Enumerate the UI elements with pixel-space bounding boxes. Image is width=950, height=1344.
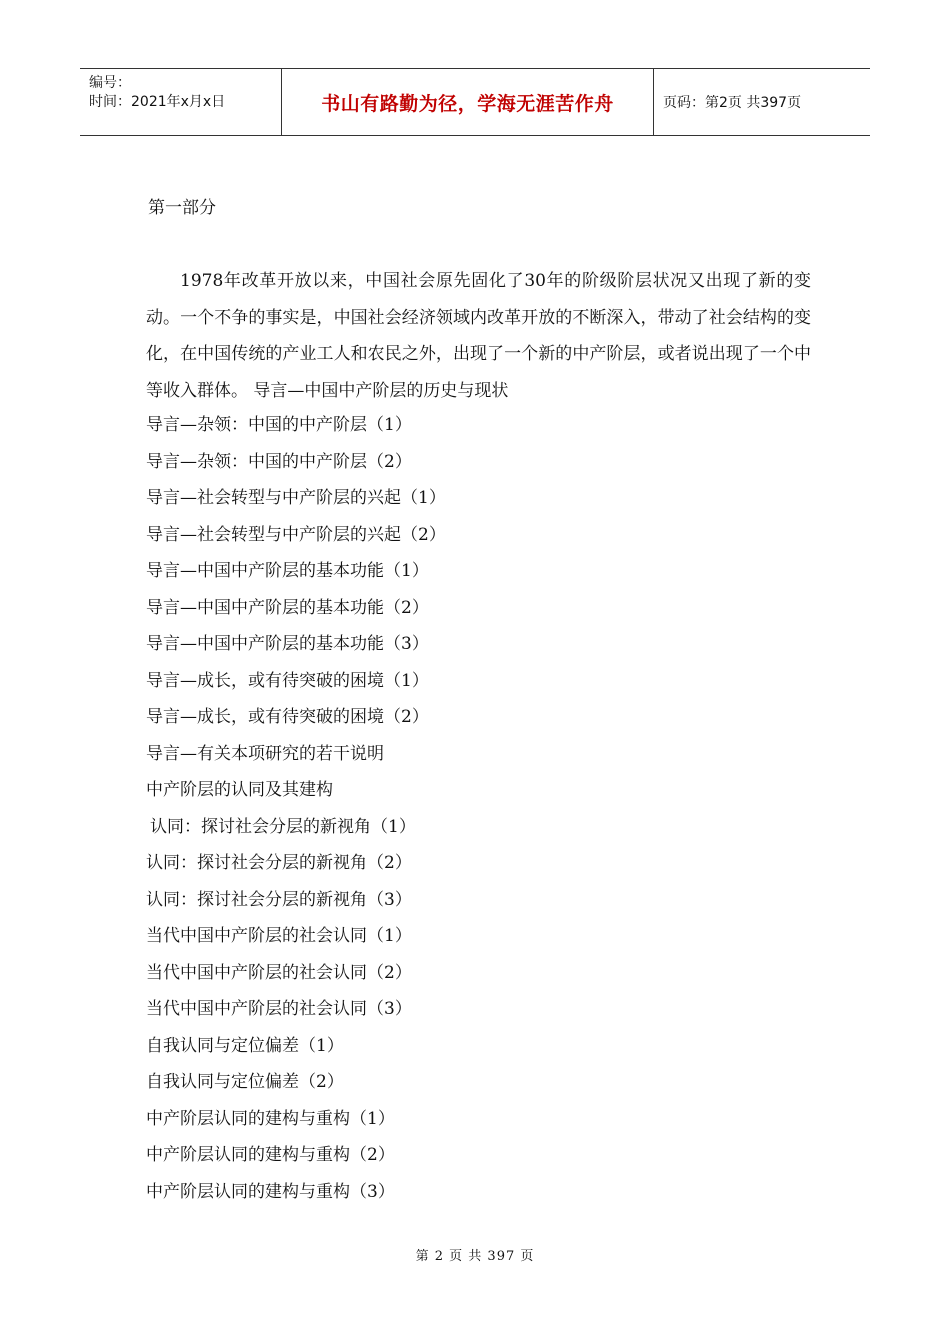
header-page-cell	[654, 69, 870, 135]
toc-item: 中产阶层认同的建构与重构（3）	[146, 1181, 395, 1202]
toc-item: 中产阶层认同的建构与重构（1）	[146, 1108, 395, 1129]
toc-item: 导言—中国中产阶层的基本功能（2）	[146, 597, 429, 618]
motto: 书山有路勤为径，学海无涯苦作舟	[321, 92, 614, 115]
section-title: 第一部分	[148, 198, 216, 218]
toc-item: 导言—社会转型与中产阶层的兴起（1）	[146, 488, 446, 508]
toc-item: 导言—成长，或有待突破的困境（2）	[146, 707, 429, 727]
toc-item: 认同：探讨社会分层的新视角（2）	[146, 853, 412, 873]
page-header	[80, 68, 870, 136]
toc-item: 自我认同与定位偏差（1）	[146, 1035, 344, 1056]
toc-item: 认同：探讨社会分层的新视角（3）	[146, 889, 412, 910]
toc-item: 导言—中国中产阶层的基本功能（3）	[146, 634, 429, 654]
header-motto-cell	[281, 69, 654, 135]
toc-item: 导言—杂领：中国的中产阶层（2）	[146, 451, 412, 472]
page-info: 页码：第2页 共397页	[663, 95, 802, 111]
toc-item: 导言—社会转型与中产阶层的兴起（2）	[146, 524, 446, 545]
intro-paragraph-block	[146, 263, 811, 409]
toc-item: 当代中国中产阶层的社会认同（1）	[146, 926, 412, 946]
time-label: 时间：2021年x月x日	[89, 94, 226, 110]
toc-item: 导言—成长，或有待突破的困境（1）	[146, 670, 429, 691]
toc-item: 当代中国中产阶层的社会认同（2）	[146, 962, 412, 983]
toc-item: 导言—中国中产阶层的基本功能（1）	[146, 561, 429, 581]
toc-item: 导言—杂领：中国的中产阶层（1）	[146, 415, 412, 435]
toc-item: 认同：探讨社会分层的新视角（1）	[150, 816, 416, 837]
toc-item: 导言—有关本项研究的若干说明	[146, 743, 384, 764]
toc-item: 自我认同与定位偏差（2）	[146, 1072, 344, 1092]
intro-paragraph: 1978年改革开放以来，中国社会原先固化了30年的阶级阶层状况又出现了新的变动。一个不争的事实是，中国社会经济领域内改革开放的不断深入，带动了社会结构的变化，在中国传统的产业工人和农民之外，出现了一个新的中产阶层，或者说出现了一个中等收入群体。 导言—中国中产阶层的历史与现状	[146, 271, 811, 401]
toc-item: 当代中国中产阶层的社会认同（3）	[146, 999, 412, 1019]
toc-item: 中产阶层认同的建构与重构（2）	[146, 1145, 395, 1165]
header-meta	[80, 69, 281, 135]
toc-list	[146, 407, 446, 1210]
page-footer: 第 2 页 共 397 页	[415, 1249, 535, 1264]
toc-item: 中产阶层的认同及其建构	[146, 780, 333, 800]
number-label: 编号：	[89, 75, 131, 91]
